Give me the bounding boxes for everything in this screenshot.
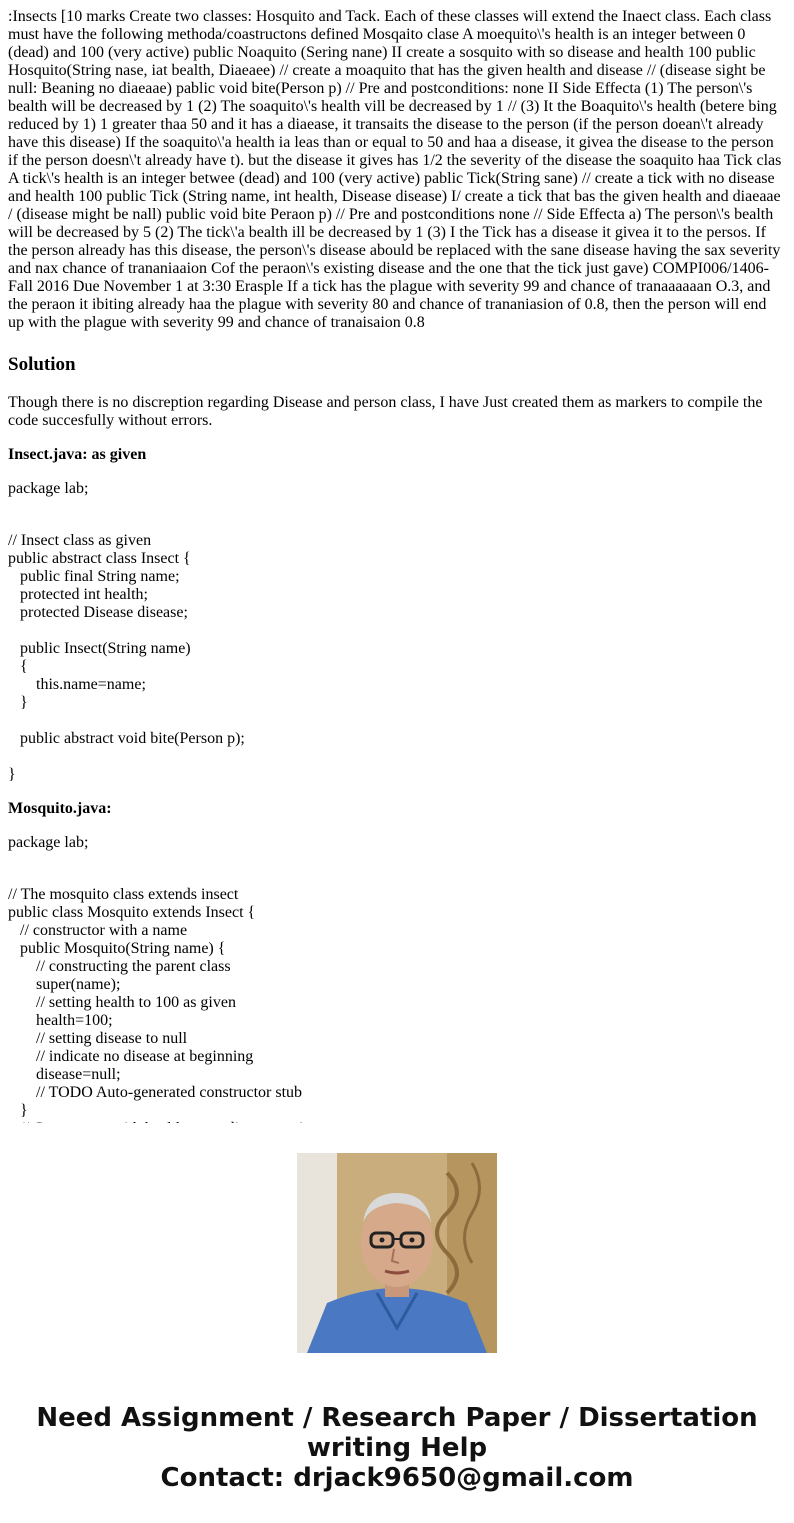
promo-banner: [0, 1123, 794, 1523]
document-content: [8, 8, 784, 1123]
mosquito-package-line: package lab;: [8, 834, 89, 851]
promo-line-2: writing Help: [306, 1433, 488, 1463]
mosquito-code-block: // The mosquito class extends insect public class Mosquito extends Insect { // constructor with a name public Mosquito(String name) { // constructing the parent class super(name); // setting health to 100 as given health=100; // setting disease to null // indicate no disease at beginning disease=null; // TODO Auto-generated constructor stub }: [8, 886, 303, 1119]
promo-contact: Contact: drjack9650@gmail.com: [160, 1463, 634, 1493]
insect-file-label: Insect.java: as given: [8, 446, 147, 463]
promo-line-1: Need Assignment / Research Paper / Dissertation: [36, 1403, 758, 1433]
spacer: [8, 514, 784, 532]
solution-heading: Solution: [8, 354, 76, 375]
mosquito-file-label: Mosquito.java:: [8, 800, 112, 817]
promo-text: [0, 1403, 794, 1493]
spacer: [8, 868, 784, 886]
solution-intro: Though there is no discreption regarding Disease and person class, I have Just created them as markers to compile the code succesfully without errors.: [8, 394, 763, 429]
question-text: :Insects [10 marks Create two classes: Hosquito and Tack. Each of these classes will extend the Inaect class. Each class must have the following methoda/coastructons defined Mosqaito clase A moequito\'s health is an integer between 0 (dead) and 100 (very active) public Noaquito (Sering nane) II create a sosquito with so disease and health 100 public Hosquito(String nase, iat bealth, Diaeaee) // create a moaquito that has the given health and disease // (disease sight be null: Beaning no diaeaae) pablic void bite(Person p) // Pre and postconditions: none II Side Effecta (1) The person\'s bealth will be decreased by 1 (2) The soaquito\'s health vill be decreased by 1 // (3) It the Boaquito\'s health (betere bing reduced by 1) 1 greater thaa 50 and it has a diaease, it transaits the disease to the person (if the person doean\'t already have this disease) If the soaquito\'a health ia leas than or equal to 50 and haa a disease, it givea the disease to the person if the person doesn\'t already have t). but the disease it gives has 1/2 the severity of the disease the soaquito haa Tick clas A tick\'s health is an integer betwee (dead) and 100 (very active) pablic Tick(String sane) // create a tick with no disease and health 100 public Tick (String name, int health, Disease disease) I/ create a tick that bas the given health and diaeaae / (disease might be nall) public void bite Peraon p) // Pre and postconditions none // Side Effecta a) The person\'s bealth will be decreased by 5 (2) The tick\'a bealth ill be decreased by 1 (3) I the Tick has a disease it givea it to the persos. If the person already has this disease, the person\'s disease abould be replaced with the sane disease having the sax severity and nax chance of trananiaaion Cof the peraon\'s existing disease and the one that the tick just gave) COMPI006/1406-Fall 2016 Due November 1 at 3:30 Erasple If a tick has the plague with severity 99 and chance of tranaaaaaan O.3, and the peraon it ibiting already haa the plague with severity 80 and chance of trananiasion of 0.8, then the person will end up with the plague with severity 99 and chance of tranaisaion 0.8: [8, 8, 782, 331]
insect-code-block: // Insect class as given public abstract class Insect { public final String name; protected int health; protected Disease disease; public Insect(String name) { this.name=name; } public abstract void bite(Person p); }: [8, 532, 245, 783]
insect-package-line: package lab;: [8, 480, 89, 497]
avatar: [297, 1153, 497, 1353]
portrait-image: [297, 1153, 497, 1353]
